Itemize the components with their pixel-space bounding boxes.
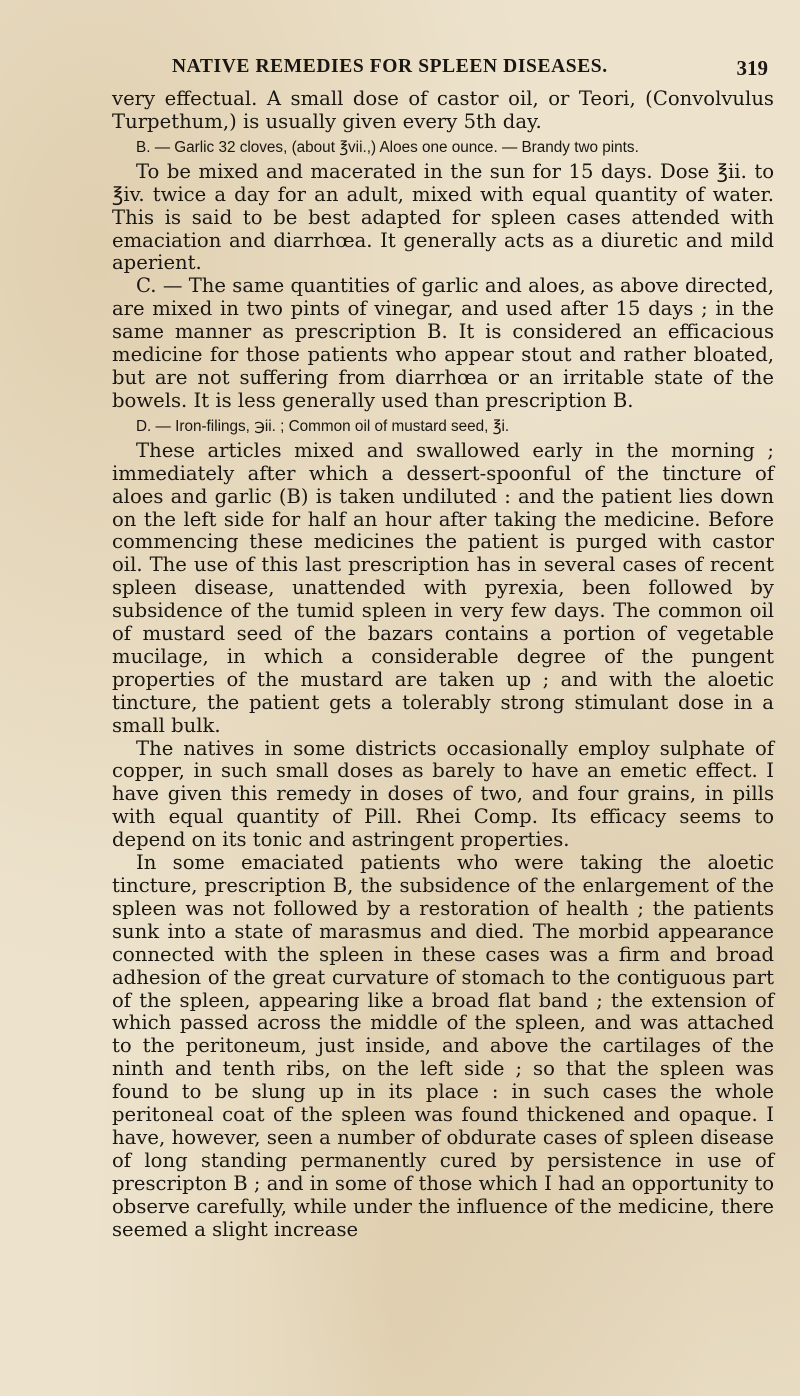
running-title: NATIVE REMEDIES FOR SPLEEN DISEASES.: [172, 56, 608, 77]
paragraph: C. — The same quantities of garlic and aloes, as above directed, are mixed in two pints of vinegar, and used after 15 days ; in the same manner as prescription B. It is considered an efficacious medicine for those patients who appear stout and rather bloated, but are not suffering from diarrhœa or an irritable state of the bowels. It is less generally used than prescription B.: [112, 274, 774, 412]
paragraph: These articles mixed and swallowed early in the morning ; immediately after which a dessert-spoonful of the tincture of aloes and garlic (B) is taken undiluted : and the patient lies down on the left side for half an hour after taking the medicine. Before commencing these medicines the patient is purged with castor oil. The use of this last prescription has in several cases of recent spleen disease, unattended with pyrexia, been followed by subsidence of the tumid spleen in very few days. The common oil of mustard seed of the bazars contains a portion of vegetable mucilage, in which a considerable degree of the pungent properties of the mustard are taken up ; and with the aloetic tincture, the patient gets a tolerably strong stimulant dose in a small bulk.: [112, 438, 774, 737]
prescription-line: D. — Iron-filings, ℈ii. ; Common oil of mustard seed, ℥i.: [136, 417, 510, 435]
text-body: [112, 88, 774, 1242]
book-page: [112, 56, 774, 1242]
page-number: 319: [736, 56, 768, 80]
paragraph: To be mixed and macerated in the sun for 15 days. Dose ℥ii. to ℥iv. twice a day for an adult, mixed with equal quantity of water. This is said to be best adapted for spleen cases attended with emaciation and diarrhœa. It generally acts as a diuretic and mild aperient.: [112, 159, 774, 275]
paragraph: The natives in some districts occasionally employ sulphate of copper, in such small doses as barely to have an emetic effect. I have given this remedy in doses of two, and four grains, in pills with equal quantity of Pill. Rhei Comp. Its efficacy seems to depend on its tonic and astringent properties.: [112, 736, 774, 852]
paragraph: very effectual. A small dose of castor oil, or Teori, (Convolvulus Turpethum,) is usually given every 5th day.: [112, 87, 774, 133]
paragraph: In some emaciated patients who were taking the aloetic tincture, prescription B, the subsidence of the enlargement of the spleen was not followed by a restoration of health ; the patients sunk into a state of marasmus and died. The morbid appearance connected with the spleen in these cases was a firm and broad adhesion of the great curvature of stomach to the contiguous part of the spleen, appearing like a broad flat band ; the extension of which passed across the middle of the spleen, and was attached to the peritoneum, just inside, and above the cartilages of the ninth and tenth ribs, on the left side ; so that the spleen was found to be slung up in its place : in such cases the whole peritoneal coat of the spleen was found thickened and opaque. I have, however, seen a number of obdurate cases of spleen disease of long standing permanently cured by persistence in use of prescripton B ; and in some of those which I had an opportunity to observe carefully, while under the influence of the medicine, there seemed a slight increase: [112, 851, 774, 1241]
running-head: [112, 56, 774, 88]
prescription-line: B. — Garlic 32 cloves, (about ℥vii.,) Aloes one ounce. — Brandy two pints.: [136, 138, 639, 156]
